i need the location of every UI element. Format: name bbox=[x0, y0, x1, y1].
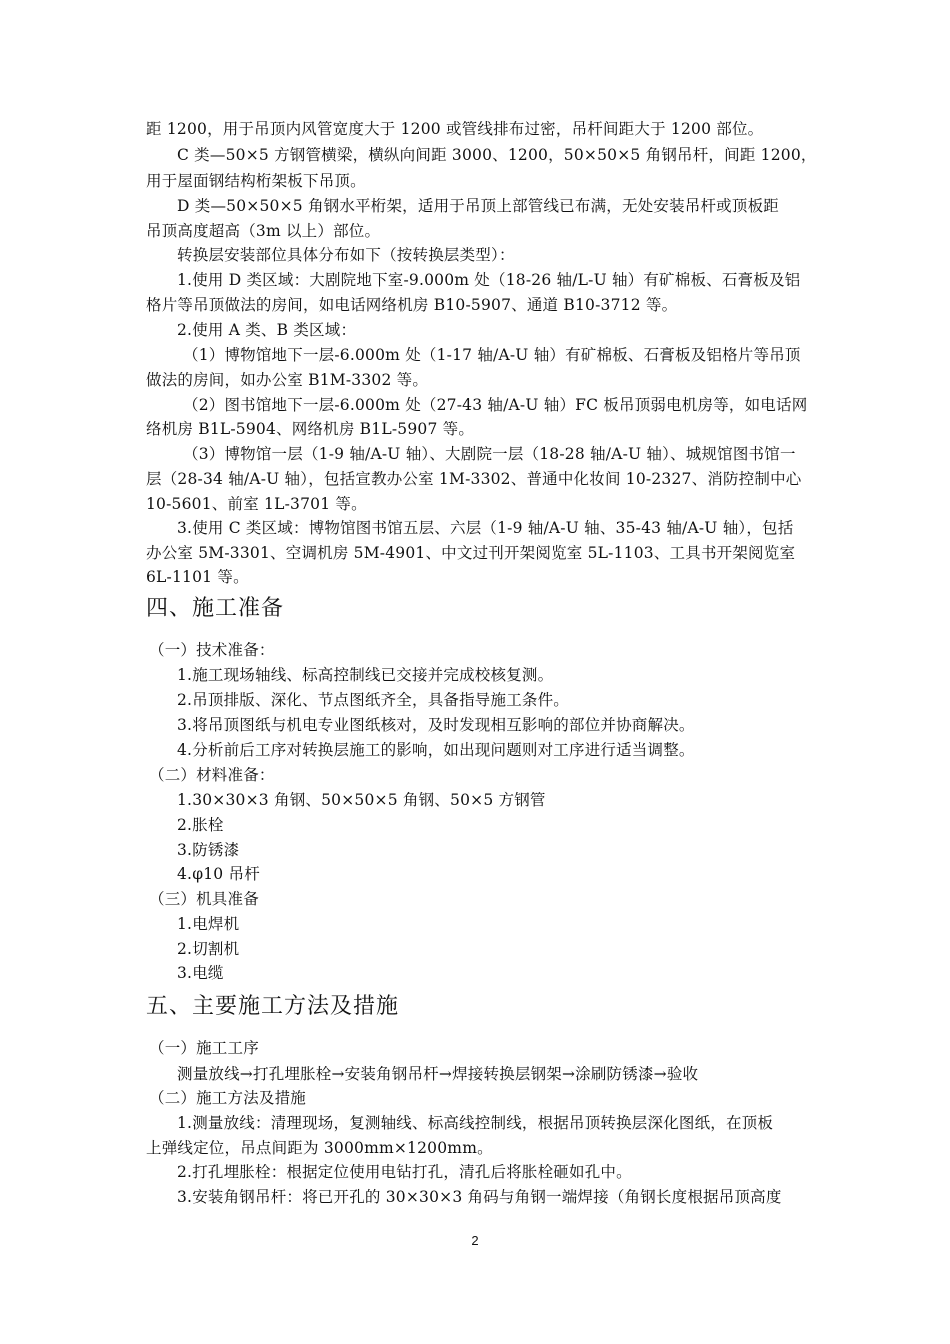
paragraph-line: 6L-1101 等。 bbox=[146, 568, 249, 586]
list-item: 2.胀栓 bbox=[177, 816, 224, 834]
list-item: 3.将吊顶图纸与机电专业图纸核对，及时发现相互影响的部位并协商解决。 bbox=[177, 716, 695, 734]
list-item: 1.30×30×3 角钢、50×50×5 角钢、50×5 方钢管 bbox=[177, 791, 546, 809]
list-item: 1.电焊机 bbox=[177, 915, 240, 933]
process-flow: 测量放线→打孔埋胀栓→安装角钢吊杆→焊接转换层钢架→涂刷防锈漆→验收 bbox=[177, 1065, 699, 1083]
paragraph-line: 1.使用 D 类区域：大剧院地下室-9.000m 处（18-26 轴/L-U 轴）有矿棉板、石膏板及铝 bbox=[177, 271, 801, 289]
paragraph-line: 10-5601、前室 1L-3701 等。 bbox=[146, 495, 367, 513]
paragraph-line: D 类—50×50×5 角钢水平桁架，适用于吊顶上部管线已布满，无处安装吊杆或顶板距 bbox=[177, 197, 779, 215]
list-item: 3.防锈漆 bbox=[177, 841, 240, 859]
paragraph-line: 层（28-34 轴/A-U 轴），包括宣教办公室 1M-3302、普通中化妆间 10-2327、消防控制中心 bbox=[146, 470, 802, 488]
paragraph-line: 2.使用 A 类、B 类区域： bbox=[177, 321, 357, 339]
section-heading-4: 四、施工准备 bbox=[146, 596, 285, 621]
paragraph-line: （3）博物馆一层（1-9 轴/A-U 轴）、大剧院一层（18-28 轴/A-U 轴）、城规馆图书馆一 bbox=[183, 445, 796, 463]
list-item: 4.φ10 吊杆 bbox=[177, 865, 260, 883]
paragraph-line: 3.安装角钢吊杆：将已开孔的 30×30×3 角码与角钢一端焊接（角钢长度根据吊顶高度 bbox=[177, 1188, 782, 1206]
list-item: 3.电缆 bbox=[177, 964, 224, 982]
subsection-heading: （二）施工方法及措施 bbox=[149, 1089, 307, 1107]
page-number: 2 bbox=[471, 1233, 479, 1248]
paragraph-line: 吊顶高度超高（3m 以上）部位。 bbox=[146, 222, 381, 240]
list-item: 2.切割机 bbox=[177, 940, 240, 958]
list-item: 1.施工现场轴线、标高控制线已交接并完成校核复测。 bbox=[177, 666, 554, 684]
list-item: 2.吊顶排版、深化、节点图纸齐全，具备指导施工条件。 bbox=[177, 691, 569, 709]
paragraph-line: 3.使用 C 类区域：博物馆图书馆五层、六层（1-9 轴/A-U 轴、35-43 轴/A-U 轴），包括 bbox=[177, 519, 794, 537]
paragraph-line: 络机房 B1L-5904、网络机房 B1L-5907 等。 bbox=[146, 420, 475, 438]
subsection-heading: （三）机具准备 bbox=[149, 890, 259, 908]
paragraph-line: 格片等吊顶做法的房间，如电话网络机房 B10-5907、通道 B10-3712 等。 bbox=[146, 296, 678, 314]
list-item: 4.分析前后工序对转换层施工的影响，如出现问题则对工序进行适当调整。 bbox=[177, 741, 695, 759]
paragraph-line: 1.测量放线：清理现场，复测轴线、标高线控制线，根据吊顶转换层深化图纸，在顶板 bbox=[177, 1114, 774, 1132]
paragraph-line: 用于屋面钢结构桁架板下吊顶。 bbox=[146, 172, 366, 190]
paragraph-line: （2）图书馆地下一层-6.000m 处（27-43 轴/A-U 轴）FC 板吊顶弱电机房等，如电话网 bbox=[183, 396, 808, 414]
subsection-heading: （一）技术准备： bbox=[149, 641, 275, 659]
paragraph-line: 做法的房间，如办公室 B1M-3302 等。 bbox=[146, 371, 429, 389]
paragraph-line: C 类—50×5 方钢管横梁，横纵向间距 3000、1200，50×50×5 角钢吊杆，间距 1200， bbox=[177, 146, 817, 164]
paragraph-line: （1）博物馆地下一层-6.000m 处（1-17 轴/A-U 轴）有矿棉板、石膏板及铝格片等吊顶 bbox=[183, 346, 801, 364]
subsection-heading: （二）材料准备： bbox=[149, 766, 275, 784]
subsection-heading: （一）施工工序 bbox=[149, 1039, 259, 1057]
paragraph-line: 办公室 5M-3301、空调机房 5M-4901、中文过刊开架阅览室 5L-1103、工具书开架阅览室 bbox=[146, 544, 796, 562]
section-heading-5: 五、主要施工方法及措施 bbox=[146, 994, 400, 1019]
paragraph-line: 转换层安装部位具体分布如下（按转换层类型）： bbox=[177, 246, 515, 264]
paragraph-line: 2.打孔埋胀栓：根据定位使用电钻打孔，清孔后将胀栓砸如孔中。 bbox=[177, 1163, 632, 1181]
paragraph-line: 距 1200，用于吊顶内风管宽度大于 1200 或管线排布过密，吊杆间距大于 1200 部位。 bbox=[146, 120, 764, 138]
paragraph-line: 上弹线定位，吊点间距为 3000mm×1200mm。 bbox=[146, 1139, 493, 1157]
